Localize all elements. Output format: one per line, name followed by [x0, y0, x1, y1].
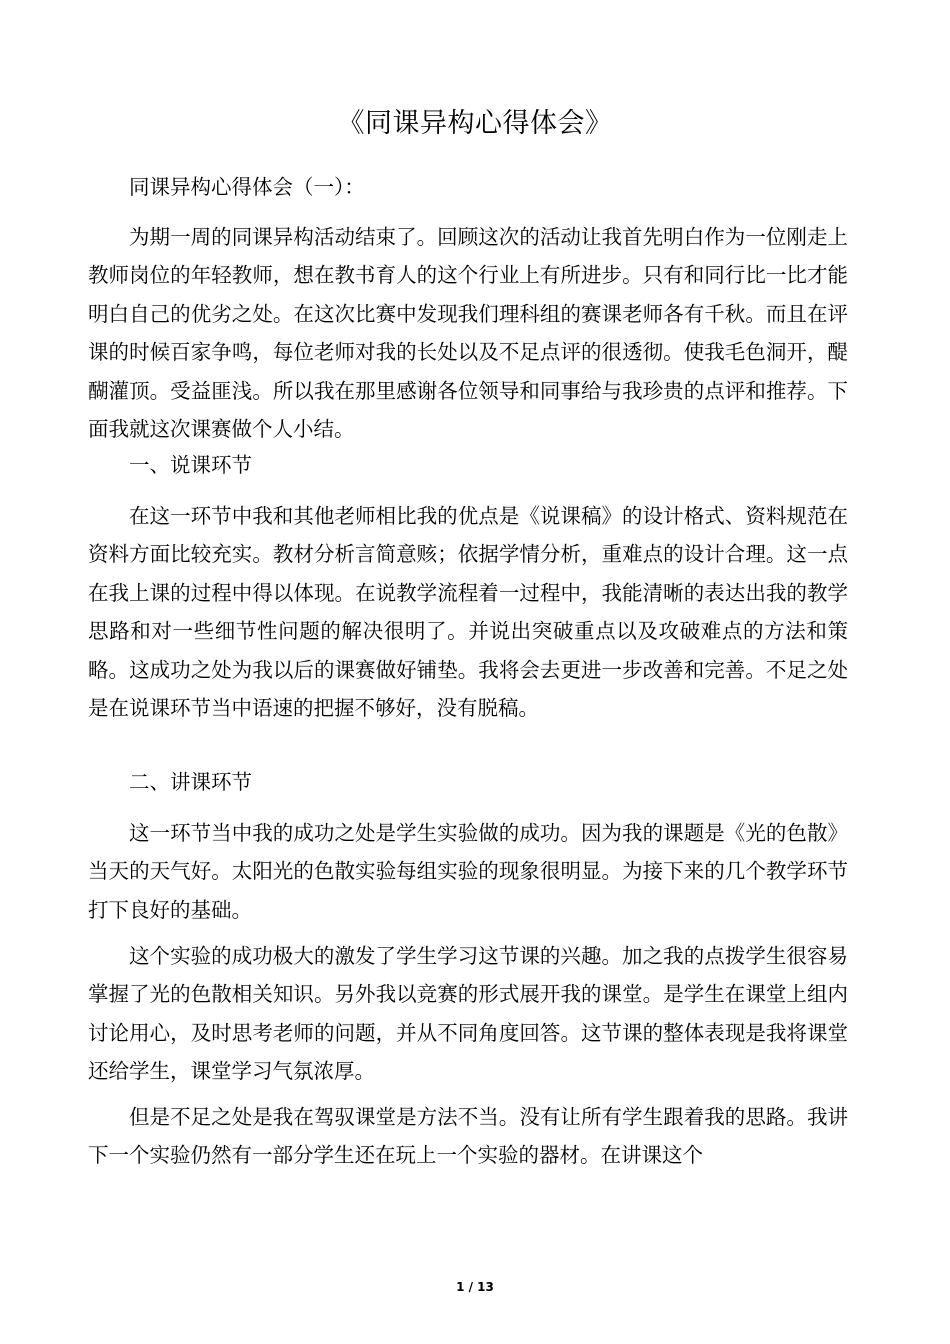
paragraph-experiment-interest: 这个实验的成功极大的激发了学生学习这节课的兴趣。加之我的点拨学生很容易掌握了光的色散相关知识。另外我以竞赛的形式展开我的课堂。是学生在课堂上组内讨论用心，及时思考老师的问题，并从不同角度回答。这节课的整体表现是我将课堂还给学生，课堂学习气氛浓厚。 [88, 944, 848, 1084]
page-number: 1 / 13 [456, 1280, 494, 1294]
section-heading-teaching: 二、讲课环节 [129, 770, 252, 794]
document-subtitle: 同课异构心得体会（一）： [129, 175, 365, 199]
paragraph-teaching-success: 这一环节当中我的成功之处是学生实验做的成功。因为我的课题是《光的色散》当天的天气好。太阳光的色散实验每组实验的现象很明显。为接下来的几个教学环节打下良好的基础。 [88, 821, 848, 922]
paragraph-shortcomings: 但是不足之处是我在驾驭课堂是方法不当。没有让所有学生跟着我的思路。我讲下一个实验仍然有一部分学生还在玩上一个实验的器材。在讲课这个 [88, 1105, 848, 1168]
paragraph-lesson-explanation: 在这一环节中我和其他老师相比我的优点是《说课稿》的设计格式、资料规范在资料方面比较充实。教材分析言简意赅；依据学情分析，重难点的设计合理。这一点在我上课的过程中得以体现。在说教学流程着一过程中，我能清晰的表达出我的教学思路和对一些细节性问题的解决很明了。并说出突破重点以及攻破难点的方法和策略。这成功之处为我以后的课赛做好铺垫。我将会去更进一步改善和完善。不足之处是在说课环节当中语速的把握不够好，没有脱稿。 [88, 504, 848, 721]
document-title: 《同课异构心得体会》 [337, 108, 613, 139]
paragraph-intro: 为期一周的同课异构活动结束了。回顾这次的活动让我首先明白作为一位刚走上教师岗位的年轻教师，想在教书育人的这个行业上有所进步。只有和同行比一比才能明白自己的优劣之处。在这次比赛中发现我们理科组的赛课老师各有千秋。而且在评课的时候百家争鸣，每位老师对我的长处以及不足点评的很透彻。使我毛色洞开，醍醐灌顶。受益匪浅。所以我在那里感谢各位领导和同事给与我珍贵的点评和推荐。下面我就这次课赛做个人小结。 [88, 225, 848, 442]
section-heading-lesson-explanation: 一、说课环节 [129, 453, 252, 477]
